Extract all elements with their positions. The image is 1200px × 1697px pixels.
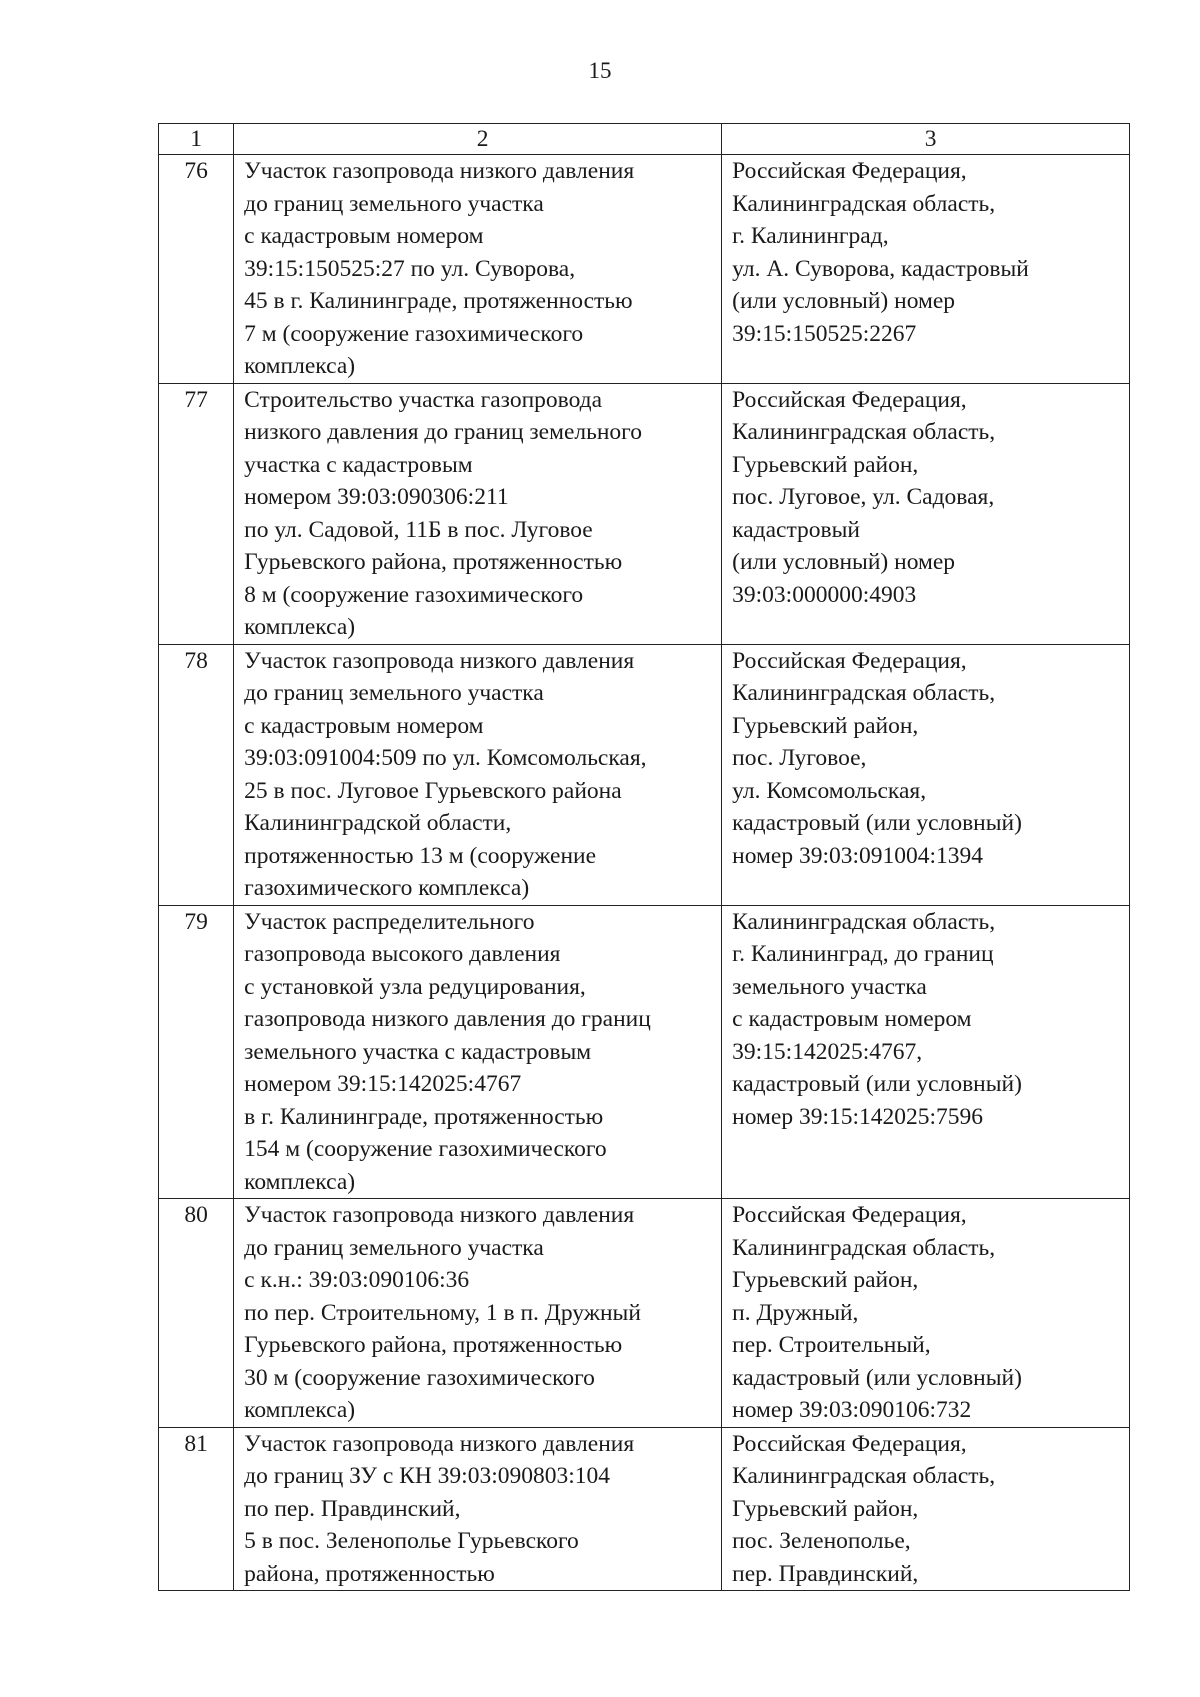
description-line: 30 м (сооружение газохимического — [244, 1364, 595, 1391]
address-line: (или условный) номер — [732, 288, 956, 314]
description-line: 45 в г. Калининграде, протяженностью — [244, 288, 633, 314]
address-line: 39:15:142025:4767, — [732, 1038, 923, 1065]
description-line: с установкой узла редуцирования, — [244, 973, 586, 1000]
address-line: номер 39:15:142025:7596 — [732, 1103, 984, 1130]
address-line: ул. Комсомольская, — [732, 777, 927, 804]
description-line: Участок газопровода низкого давления — [244, 647, 635, 674]
description-line: комплекса) — [244, 353, 356, 379]
address-line: г. Калининград, — [732, 223, 889, 249]
address-line: Гурьевский район, — [732, 1495, 919, 1522]
address-line: 39:15:150525:2267 — [732, 320, 917, 347]
row-number: 78 — [159, 644, 234, 905]
description-line: по ул. Садовой, 11Б в пос. Луговое — [244, 516, 593, 543]
description-line: земельного участка с кадастровым — [244, 1038, 592, 1065]
address-line: пер. Строительный, — [732, 1332, 931, 1358]
row-number: 81 — [159, 1427, 234, 1591]
address-line: Калининградская область, — [732, 190, 996, 217]
description-line: комплекса) — [244, 614, 356, 640]
description-line: номером 39:03:090306:211 — [244, 484, 509, 510]
object-description-cell — [234, 644, 722, 905]
description-line: до границ земельного участка — [244, 680, 544, 706]
description-line: 39:03:091004:509 по ул. Комсомольская, — [244, 745, 647, 771]
row-number: 80 — [159, 1199, 234, 1428]
address-line: кадастровый (или условный) — [732, 1364, 1022, 1391]
table-row — [159, 1199, 1130, 1428]
description-line: в г. Калининграде, протяженностью — [244, 1103, 604, 1130]
description-line: 7 м (сооружение газохимического — [244, 320, 584, 347]
object-address-cell — [722, 644, 1130, 905]
address-line: Российская Федерация, — [732, 647, 967, 674]
description-line: газохимического комплекса) — [244, 875, 530, 901]
description-line: протяженностью 13 м (сооружение — [244, 842, 597, 869]
object-address-cell — [722, 155, 1130, 384]
description-line: комплекса) — [244, 1168, 356, 1195]
description-line: Гурьевского района, протяженностью — [244, 549, 623, 575]
address-line: г. Калининград, до границ — [732, 941, 994, 967]
address-line: пос. Луговое, ул. Садовая, — [732, 484, 995, 510]
object-description-cell — [234, 905, 722, 1199]
description-line: низкого давления до границ земельного — [244, 419, 642, 445]
address-line: пер. Правдинский, — [732, 1560, 919, 1587]
description-line: до границ земельного участка — [244, 190, 544, 217]
object-address-cell — [722, 905, 1130, 1199]
description-line: участка с кадастровым — [244, 451, 473, 478]
description-line: 39:15:150525:27 по ул. Суворова, — [244, 255, 576, 282]
address-line: пос. Зеленополье, — [732, 1528, 911, 1554]
description-line: газопровода низкого давления до границ — [244, 1006, 651, 1032]
address-line: Калининградская область, — [732, 1234, 996, 1261]
address-line: Гурьевский район, — [732, 451, 919, 478]
address-line: Гурьевский район, — [732, 1267, 919, 1293]
description-line: Участок газопровода низкого давления — [244, 158, 635, 184]
object-description-cell — [234, 1427, 722, 1591]
header-cell-2: 2 — [234, 124, 722, 155]
description-line: по пер. Строительному, 1 в п. Дружный — [244, 1299, 641, 1326]
address-line: кадастровый (или условный) — [732, 810, 1022, 836]
header-cell-1: 1 — [159, 124, 234, 155]
description-line: 154 м (сооружение газохимического — [244, 1136, 607, 1162]
object-description-cell — [234, 383, 722, 644]
description-line: Участок газопровода низкого давления — [244, 1430, 635, 1457]
address-line: ул. А. Суворова, кадастровый — [732, 255, 1029, 282]
row-number: 76 — [159, 155, 234, 384]
address-line: номер 39:03:091004:1394 — [732, 842, 984, 869]
description-line: с к.н.: 39:03:090106:36 — [244, 1267, 470, 1293]
description-line: Участок распределительного — [244, 908, 535, 935]
description-line: до границ ЗУ с КН 39:03:090803:104 — [244, 1463, 611, 1489]
table-row — [159, 383, 1130, 644]
address-line: с кадастровым номером — [732, 1006, 972, 1032]
description-line: комплекса) — [244, 1397, 356, 1423]
address-line: Российская Федерация, — [732, 158, 967, 184]
object-description-cell — [234, 155, 722, 384]
address-line: Калининградская область, — [732, 1463, 996, 1489]
objects-table — [158, 123, 1130, 1591]
description-line: с кадастровым номером — [244, 223, 484, 249]
address-line: Российская Федерация, — [732, 386, 967, 413]
table-row — [159, 905, 1130, 1199]
description-line: Участок газопровода низкого давления — [244, 1202, 635, 1228]
address-line: Калининградская область, — [732, 908, 996, 935]
row-number: 77 — [159, 383, 234, 644]
description-line: до границ земельного участка — [244, 1234, 544, 1261]
address-line: Калининградская область, — [732, 680, 996, 706]
address-line: (или условный) номер — [732, 549, 956, 575]
description-line: 25 в пос. Луговое Гурьевского района — [244, 777, 622, 804]
address-line: Российская Федерация, — [732, 1430, 967, 1457]
description-line: 8 м (сооружение газохимического — [244, 581, 584, 608]
object-address-cell — [722, 383, 1130, 644]
description-line: 5 в пос. Зеленополье Гурьевского — [244, 1528, 579, 1554]
address-line: 39:03:000000:4903 — [732, 581, 917, 608]
description-line: по пер. Правдинский, — [244, 1495, 461, 1522]
address-line: пос. Луговое, — [732, 745, 867, 771]
address-line: кадастровый (или условный) — [732, 1071, 1022, 1097]
address-line: номер 39:03:090106:732 — [732, 1397, 972, 1423]
description-line: газопровода высокого давления — [244, 941, 561, 967]
table-header-row — [159, 124, 1130, 155]
address-line: Гурьевский район, — [732, 712, 919, 739]
row-number: 79 — [159, 905, 234, 1199]
header-cell-3: 3 — [722, 124, 1130, 155]
address-line: Калининградская область, — [732, 419, 996, 445]
page-number: 15 — [588, 58, 612, 83]
description-line: Калининградской области, — [244, 810, 512, 836]
table-row — [159, 1427, 1130, 1591]
object-description-cell — [234, 1199, 722, 1428]
object-address-cell — [722, 1199, 1130, 1428]
address-line: п. Дружный, — [732, 1299, 859, 1326]
table-row — [159, 644, 1130, 905]
description-line: Строительство участка газопровода — [244, 386, 603, 413]
address-line: земельного участка — [732, 973, 927, 1000]
object-address-cell — [722, 1427, 1130, 1591]
table-row — [159, 155, 1130, 384]
description-line: с кадастровым номером — [244, 712, 484, 739]
address-line: Российская Федерация, — [732, 1202, 967, 1228]
address-line: кадастровый — [732, 516, 860, 543]
description-line: номером 39:15:142025:4767 — [244, 1071, 522, 1097]
description-line: района, протяженностью — [244, 1560, 495, 1587]
description-line: Гурьевского района, протяженностью — [244, 1332, 623, 1358]
